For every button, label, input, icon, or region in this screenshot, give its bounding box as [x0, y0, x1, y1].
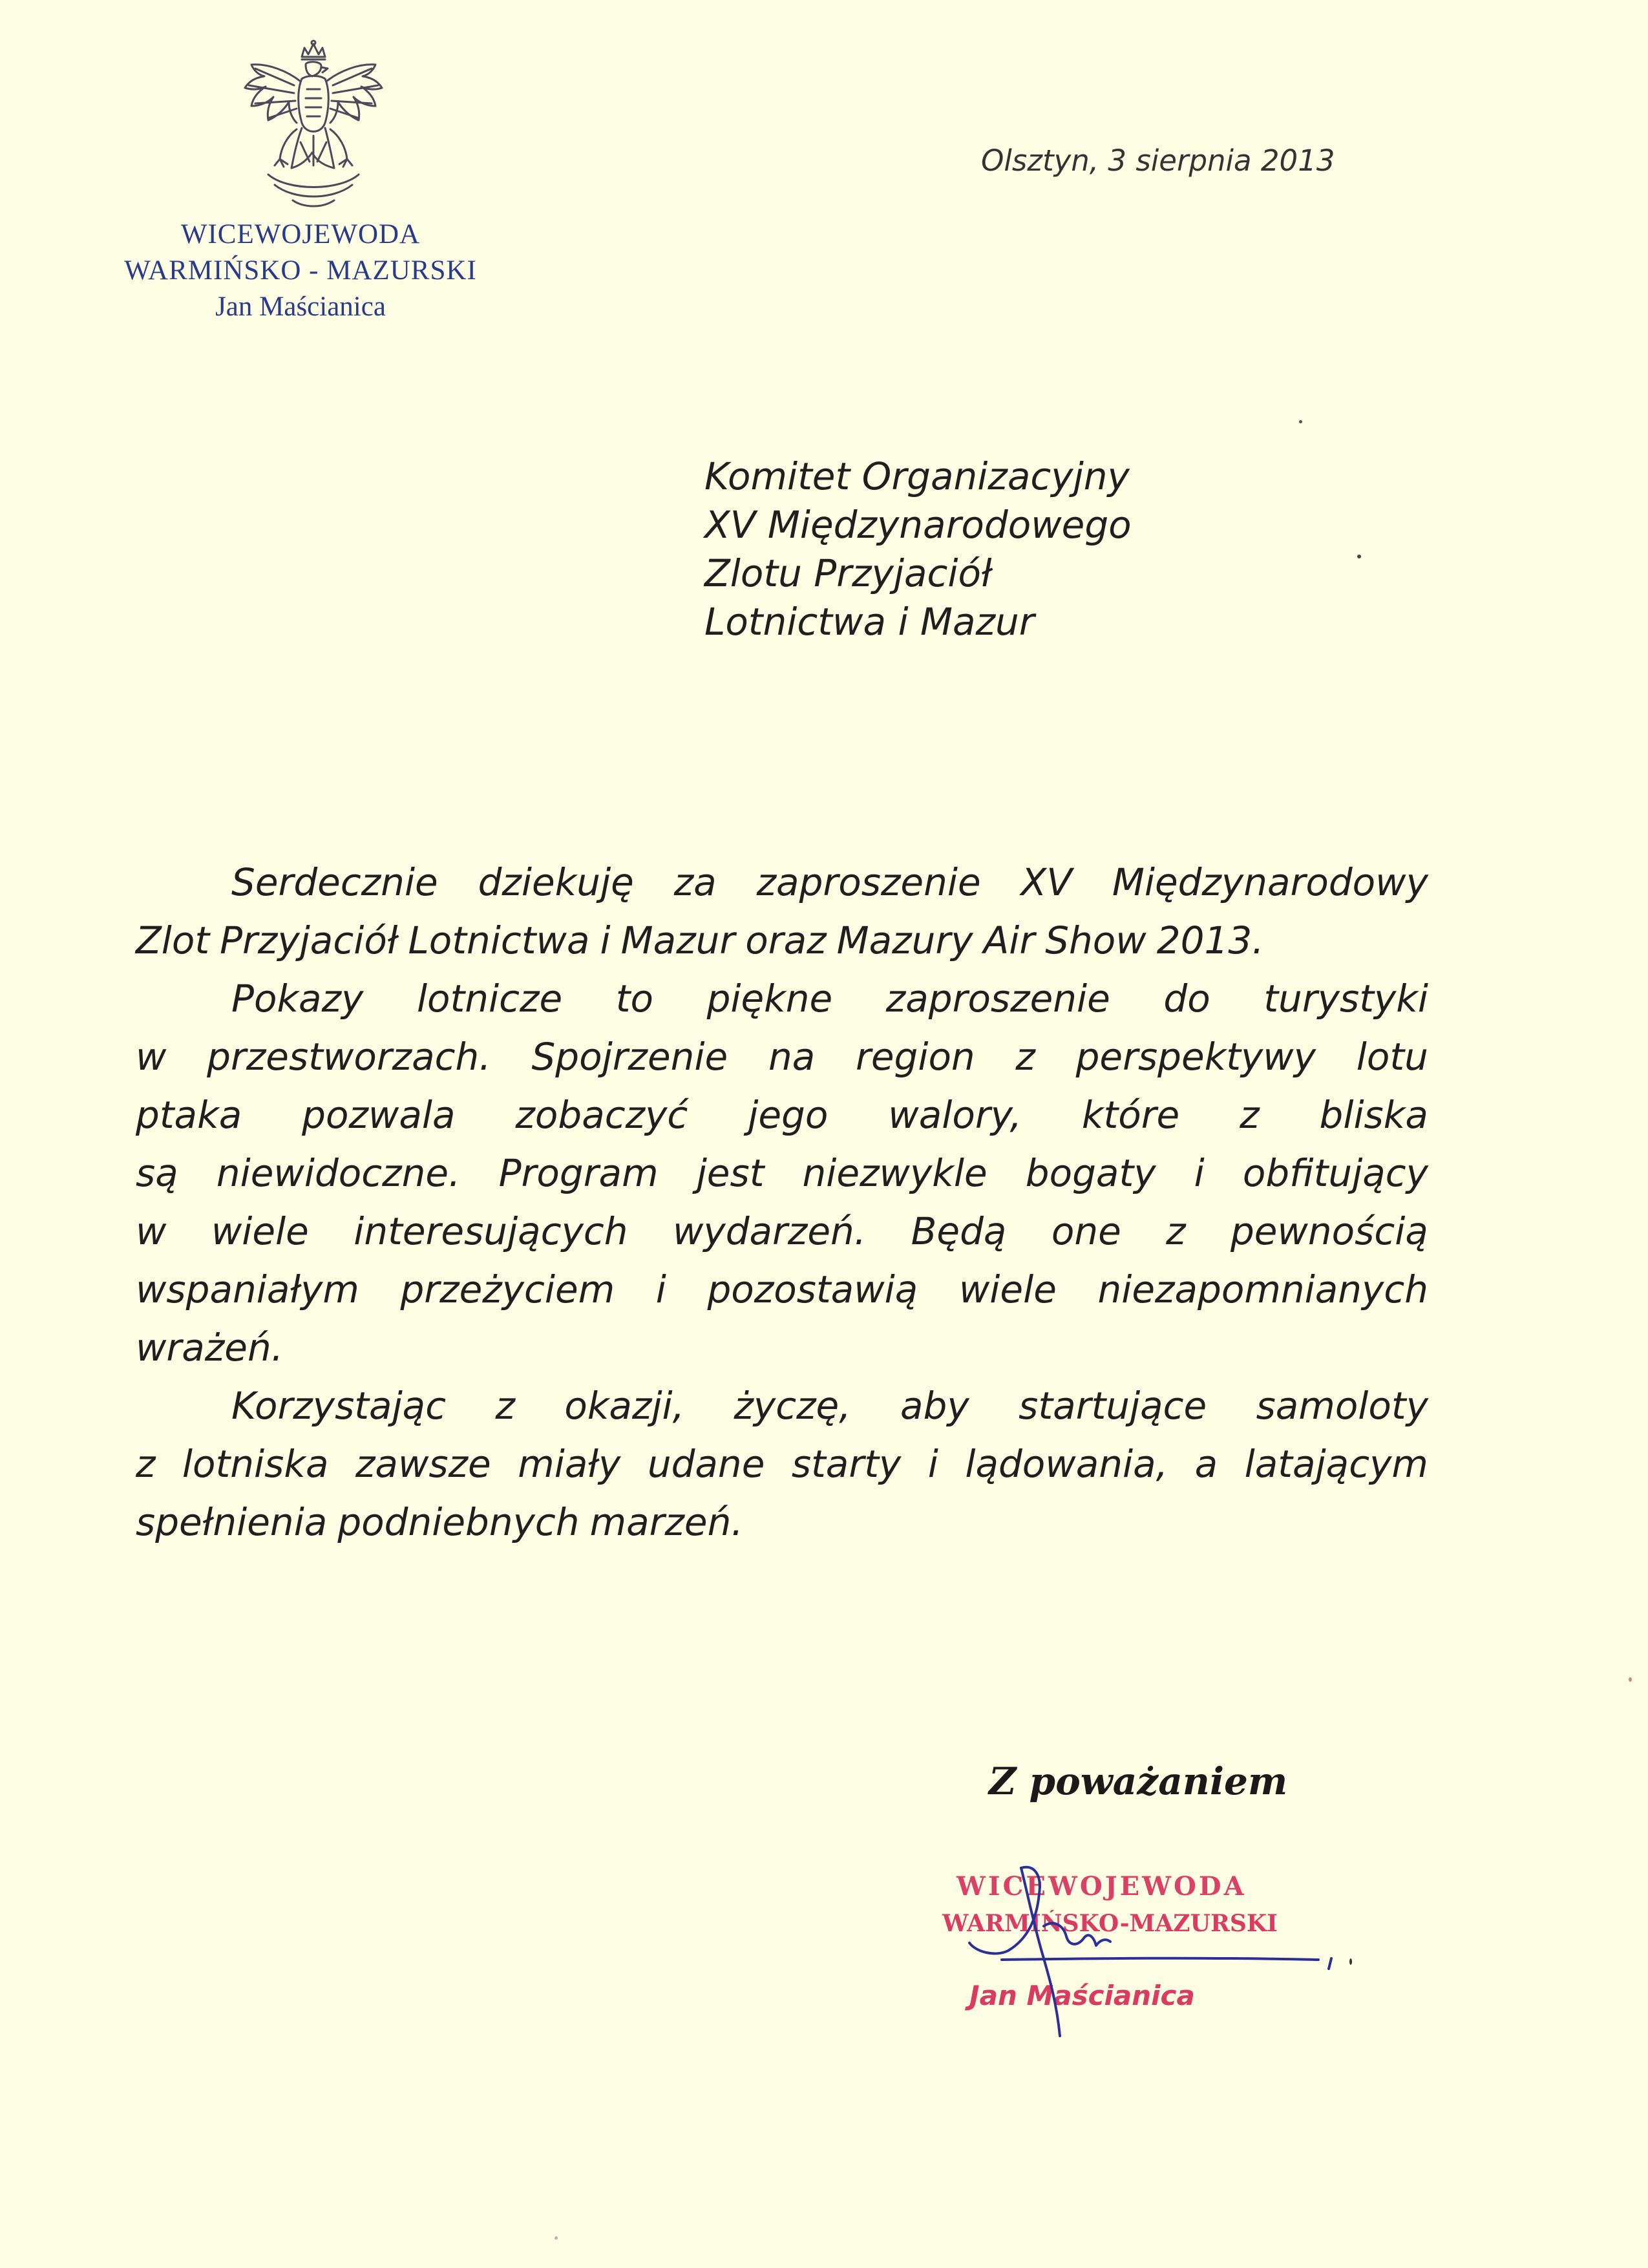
- body-word: lotu: [1356, 1035, 1428, 1079]
- office-region: WARMIŃSKO - MAZURSKI: [124, 255, 477, 286]
- body-word: Serdecznie: [231, 860, 438, 904]
- body-word: pozwala: [302, 1093, 456, 1137]
- body-word: dziekuję: [478, 860, 634, 904]
- body-line: [136, 853, 1428, 911]
- body-word: oraz: [745, 918, 827, 962]
- body-word: z: [136, 1442, 156, 1486]
- body-line: [136, 1260, 1428, 1319]
- recipient-line: Lotnictwa i Mazur: [704, 600, 1035, 644]
- body-word: pewnością: [1230, 1209, 1428, 1253]
- body-word: do: [1163, 977, 1210, 1021]
- office-title: WICEWOJEWODA: [180, 219, 421, 249]
- body-word: w: [136, 1035, 167, 1079]
- body-word: bogaty: [1025, 1151, 1156, 1195]
- body-word: wiele: [958, 1267, 1057, 1311]
- office-person: Jan Maścianica: [215, 291, 386, 322]
- body-word: bliska: [1319, 1093, 1428, 1137]
- body-word: Międzynarodowy: [1112, 860, 1428, 904]
- body-word: startujące: [1019, 1384, 1207, 1428]
- stamp-person: Jan Maścianica: [969, 1980, 1195, 2011]
- body-word: miały: [518, 1442, 621, 1486]
- body-word: Pokazy: [231, 977, 364, 1021]
- body-word: życzę,: [734, 1384, 851, 1428]
- closing-salutation: Z poważaniem: [989, 1759, 1288, 1803]
- body-word: starty: [791, 1442, 902, 1486]
- body-line: [136, 1028, 1428, 1086]
- letter-date: Olsztyn, 3 sierpnia 2013: [981, 143, 1335, 178]
- body-word: i: [600, 918, 611, 962]
- body-word: to: [615, 977, 653, 1021]
- body-word: z: [1166, 1209, 1186, 1253]
- body-word: jego: [748, 1093, 829, 1137]
- body-word: wiele: [211, 1209, 309, 1253]
- body-word: obfitujący: [1242, 1151, 1428, 1195]
- scan-speck: [555, 2236, 558, 2240]
- body-word: marzeń.: [589, 1500, 743, 1544]
- body-word: lądowania,: [965, 1442, 1168, 1486]
- body-word: podniebnych: [337, 1500, 580, 1544]
- body-word: niewidoczne.: [216, 1151, 461, 1195]
- body-line: [136, 1377, 1428, 1435]
- body-word: wydarzeń.: [672, 1209, 867, 1253]
- body-word: z: [495, 1384, 515, 1428]
- body-word: ptaka: [136, 1093, 242, 1137]
- body-line: [136, 1435, 1428, 1493]
- body-word: i: [1194, 1151, 1205, 1195]
- body-word: walory,: [888, 1093, 1022, 1137]
- body-word: region: [855, 1035, 975, 1079]
- body-word: które: [1081, 1093, 1180, 1137]
- stamp-region: WARMIŃSKO-MAZURSKI: [942, 1910, 1278, 1937]
- body-word: z: [1015, 1035, 1035, 1079]
- body-word: Będą: [911, 1209, 1007, 1253]
- body-word: niezwykle: [802, 1151, 988, 1195]
- body-word: udane: [647, 1442, 765, 1486]
- body-word: Korzystając: [231, 1384, 447, 1428]
- body-word: samoloty: [1256, 1384, 1428, 1428]
- body-line: [136, 970, 1428, 1028]
- body-word: są: [136, 1151, 178, 1195]
- office-header: [84, 217, 517, 325]
- body-word: XV: [1020, 860, 1072, 904]
- body-word: piękne: [706, 977, 833, 1021]
- body-word: i: [655, 1267, 666, 1311]
- recipient-line: Zlotu Przyjaciół: [704, 551, 992, 595]
- body-word: przestworzach.: [207, 1035, 491, 1079]
- official-stamp: [931, 1855, 1344, 2042]
- body-word: wspaniałym: [136, 1267, 359, 1311]
- polish-eagle-icon: [229, 39, 397, 213]
- body-word: Przyjaciół: [220, 918, 398, 962]
- body-word: Mazury: [836, 918, 973, 962]
- body-line: [136, 1202, 1428, 1260]
- body-word: latającym: [1244, 1442, 1428, 1486]
- body-word: i: [927, 1442, 938, 1486]
- body-word: spełnienia: [136, 1500, 328, 1544]
- body-word: Lotnictwa: [408, 918, 590, 962]
- letter-body: [136, 853, 1428, 1551]
- body-line: [136, 911, 1428, 970]
- body-word: lotnicze: [416, 977, 563, 1021]
- body-word: pozostawią: [707, 1267, 918, 1311]
- body-word: okazji,: [564, 1384, 685, 1428]
- body-word: za: [673, 860, 717, 904]
- body-word: z: [1240, 1093, 1260, 1137]
- body-word: Air: [983, 918, 1035, 962]
- body-line: [136, 1144, 1428, 1202]
- scan-speck: [1349, 1958, 1352, 1965]
- recipient-block: [704, 452, 1132, 646]
- scan-speck: [1299, 420, 1302, 423]
- body-word: Zlot: [136, 918, 210, 962]
- body-word: zobaczyć: [515, 1093, 688, 1137]
- body-word: zaproszenie: [756, 860, 981, 904]
- recipient-line: XV Międzynarodowego: [704, 503, 1132, 547]
- body-word: niezapomnianych: [1097, 1267, 1428, 1311]
- body-word: lotniska: [182, 1442, 329, 1486]
- body-word: Spojrzenie: [531, 1035, 728, 1079]
- body-word: na: [768, 1035, 816, 1079]
- stamp-title: WICEWOJEWODA: [956, 1871, 1247, 1902]
- scan-speck: [1357, 555, 1361, 558]
- body-word: jest: [696, 1151, 765, 1195]
- body-word: Mazur: [620, 918, 735, 962]
- recipient-line: Komitet Organizacyjny: [704, 454, 1130, 498]
- body-word: perspektywy: [1075, 1035, 1316, 1079]
- body-line: [136, 1493, 1428, 1551]
- body-word: w: [136, 1209, 167, 1253]
- body-word: wrażeń.: [136, 1326, 284, 1370]
- body-word: turystyki: [1263, 977, 1428, 1021]
- body-word: zawsze: [355, 1442, 491, 1486]
- body-word: aby: [900, 1384, 969, 1428]
- body-word: interesujących: [354, 1209, 628, 1253]
- body-line: [136, 1086, 1428, 1144]
- body-line: [136, 1319, 1428, 1377]
- body-word: Show: [1045, 918, 1146, 962]
- body-word: one: [1051, 1209, 1121, 1253]
- body-word: a: [1194, 1442, 1218, 1486]
- scan-speck: [1629, 1677, 1632, 1682]
- body-word: zaproszenie: [885, 977, 1110, 1021]
- body-word: 2013.: [1156, 918, 1264, 962]
- body-word: przeżyciem: [400, 1267, 615, 1311]
- body-word: Program: [498, 1151, 659, 1195]
